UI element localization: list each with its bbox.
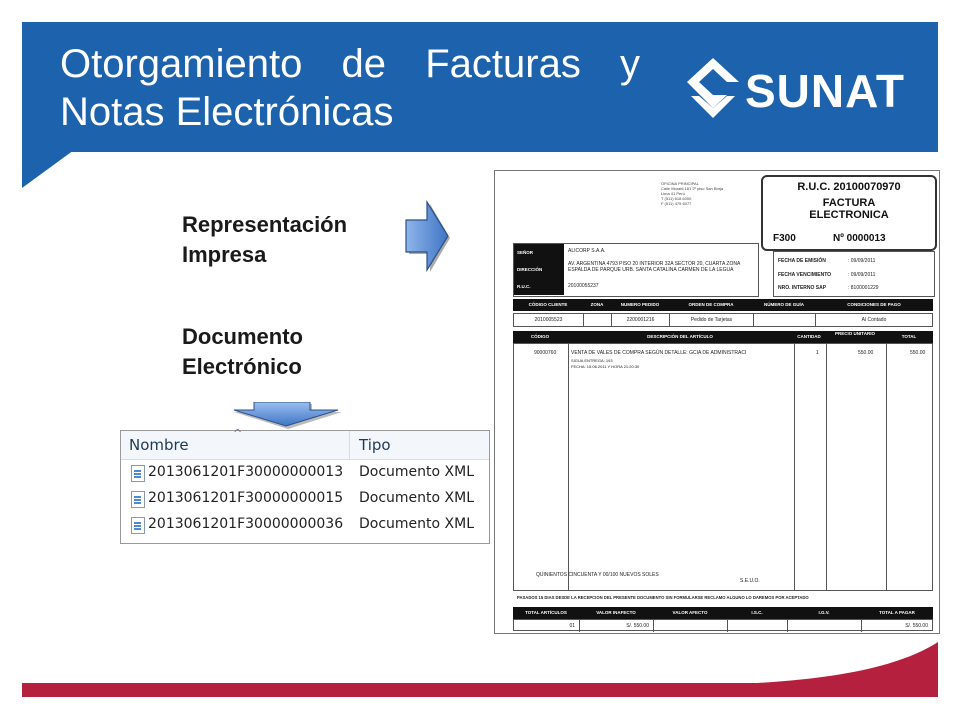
order-value: 2200001216 <box>612 314 670 326</box>
file-explorer <box>120 427 490 544</box>
order-header: CÓDIGO CLIENTE <box>528 302 568 307</box>
file-type: Documento XML <box>359 490 475 506</box>
sap-number: : 8100001229 <box>848 285 879 291</box>
invoice-company-logo <box>515 177 657 239</box>
order-header: NÚMERO DE GUÍA <box>763 302 804 307</box>
due-date: : 09/09/2011 <box>848 272 876 278</box>
order-header: CONDICIONES DE PAGO <box>847 302 901 307</box>
totals-header: TOTAL ARTÍCULOS <box>525 610 567 615</box>
file-type: Documento XML <box>359 464 475 480</box>
file-row[interactable] <box>121 486 489 512</box>
order-value: Pedido de Tarjetas <box>670 314 754 326</box>
totals-value <box>654 620 728 632</box>
order-header: NUMERO PEDIDO <box>620 302 660 307</box>
item-quantity: 1 <box>816 350 819 356</box>
sunat-logo <box>683 50 913 130</box>
printed-invoice <box>494 170 940 634</box>
item-unit-price: 550.00 <box>858 350 874 356</box>
file-type: Documento XML <box>359 516 475 532</box>
client-ruc: 20100055237 <box>568 283 599 289</box>
document-type-line-2: ELECTRONICA <box>809 209 889 221</box>
invoice-number: Nº 0000013 <box>833 233 886 244</box>
slide-title <box>60 40 640 136</box>
invoice-series: F300 <box>773 233 796 244</box>
printed-representation-label <box>182 210 347 270</box>
due-date-label: FECHA VENCIMIENTO <box>778 272 832 278</box>
order-header-row <box>513 299 933 311</box>
totals-header: VALOR INAFECTO <box>596 610 636 615</box>
item-header: DESCRIPCIÓN DEL ARTÍCULO <box>647 334 713 339</box>
file-row[interactable] <box>121 460 489 486</box>
column-header-name[interactable]: Nombre <box>129 436 189 454</box>
order-value <box>584 314 612 326</box>
header-tail <box>22 150 74 188</box>
file-name: 2013061201F30000000015 <box>148 490 344 506</box>
client-address: AV. ARGENTINA 4793 PISO 20 INTERIOR 32A SECTOR 20, CUARTA ZONA ESPALDA DE PARQUE URB. SANTA CATALINA CARMEN DE LA LEGUA <box>568 261 741 273</box>
client-label: SEÑOR <box>514 244 564 261</box>
order-header: ZONA <box>590 302 604 307</box>
issue-date-label: FECHA DE EMISIÓN <box>778 258 826 264</box>
electronic-label-line-2: Electrónico <box>182 354 302 379</box>
item-note: SIGUA ENTREGA: 193 <box>571 358 613 363</box>
order-value: 2010005523 <box>514 314 584 326</box>
item-header: CÓDIGO <box>530 334 550 339</box>
totals-header-row <box>513 607 933 619</box>
item-header-row <box>513 331 933 343</box>
item-header: PRECIO UNITARIO <box>835 331 875 336</box>
office-line: T (511) 618 6000 <box>661 196 692 201</box>
client-name: ALICORP S.A.A. <box>568 248 606 254</box>
order-value-row <box>513 313 933 327</box>
explorer-header <box>121 427 489 460</box>
office-address <box>661 181 751 206</box>
office-line: Lima 41 Perú <box>661 191 685 196</box>
item-header: CANTIDAD <box>797 334 821 339</box>
items-column <box>568 344 795 590</box>
office-line: F (511) 475 6077 <box>661 201 692 206</box>
electronic-document-label <box>182 322 303 382</box>
down-arrow-icon <box>232 402 344 430</box>
totals-header: TOTAL A PAGAR <box>879 610 915 615</box>
xml-file-icon <box>131 491 145 508</box>
right-arrow-icon <box>402 200 452 276</box>
item-total: 550.00 <box>910 350 926 356</box>
office-line: OFICINA PRINCIPAL <box>661 181 699 186</box>
sap-label: NRO. INTERNO SAP <box>778 285 827 291</box>
ruc-box <box>761 175 937 251</box>
order-header: ORDEN DE COMPRA <box>688 302 734 307</box>
totals-value: S/. 550.00 <box>580 620 654 632</box>
totals-header: I.G.V. <box>818 610 830 615</box>
acceptance-notice: PASADOS 15 DIAS DESDE LA RECEPCION DEL PRESENTE DOCUMENTO SIN FORMULARSE RECLAMO ALGUNO LO DAREMOS POR ACEPTADO <box>517 595 809 600</box>
printed-label-line-1: Representación <box>182 212 348 237</box>
totals-value: S/. 550.00 <box>905 623 928 629</box>
item-header: TOTAL <box>901 334 917 339</box>
item-code: 90000760 <box>534 350 557 356</box>
file-row[interactable] <box>121 512 489 538</box>
totals-header: VALOR AFECTO <box>672 610 708 615</box>
title-line-2: Notas Electrónicas <box>60 90 394 134</box>
item-note: FECHA: 15.06.2011 Y HORA 21:20:30 <box>571 364 640 369</box>
dates-box <box>773 251 935 297</box>
item-description: VENTA DE VALES DE COMPRA SEGÚN DETALLE: GCIA DE ADMINISTRACI <box>571 350 747 356</box>
file-name: 2013061201F30000000036 <box>148 516 344 532</box>
electronic-label-line-1: Documento <box>182 324 303 349</box>
sort-ascending-icon: ^ <box>233 427 243 440</box>
order-value: Al Contado <box>861 317 887 323</box>
issue-date: : 09/09/2011 <box>848 258 876 264</box>
items-column <box>794 344 827 590</box>
seuo: S.E.U.O. <box>740 578 760 584</box>
xml-file-icon <box>131 517 145 534</box>
logo-text: SUNAT <box>745 65 906 117</box>
document-type-line-1: FACTURA <box>822 197 876 209</box>
client-box <box>513 243 759 297</box>
client-ruc-label: R.U.C. <box>514 278 564 295</box>
order-value <box>754 314 816 326</box>
ruc-number: R.U.C. 20100070970 <box>797 181 901 193</box>
document-type <box>763 197 935 221</box>
column-divider[interactable] <box>349 431 350 459</box>
sunat-logo-icon <box>683 50 743 130</box>
address-label: DIRECCIÓN <box>514 261 564 278</box>
totals-value: 01 <box>514 620 580 632</box>
column-header-type[interactable]: Tipo <box>359 436 391 454</box>
title-line-1: Otorgamiento de Facturas y <box>60 42 640 86</box>
xml-file-icon <box>131 465 145 482</box>
printed-label-line-2: Impresa <box>182 242 267 267</box>
footer-bar <box>22 683 938 697</box>
amount-in-words: QUINIENTOS CINCUENTA Y 00/100 NUEVOS SOLES <box>536 572 659 578</box>
office-line: Calle Moratti 181 2º piso San Borja <box>661 186 724 191</box>
items-table <box>513 343 933 591</box>
items-column <box>514 344 569 590</box>
totals-header: I.S.C. <box>751 610 763 615</box>
file-name: 2013061201F30000000013 <box>148 464 344 480</box>
footer-swoosh <box>738 620 938 684</box>
items-column <box>826 344 887 590</box>
